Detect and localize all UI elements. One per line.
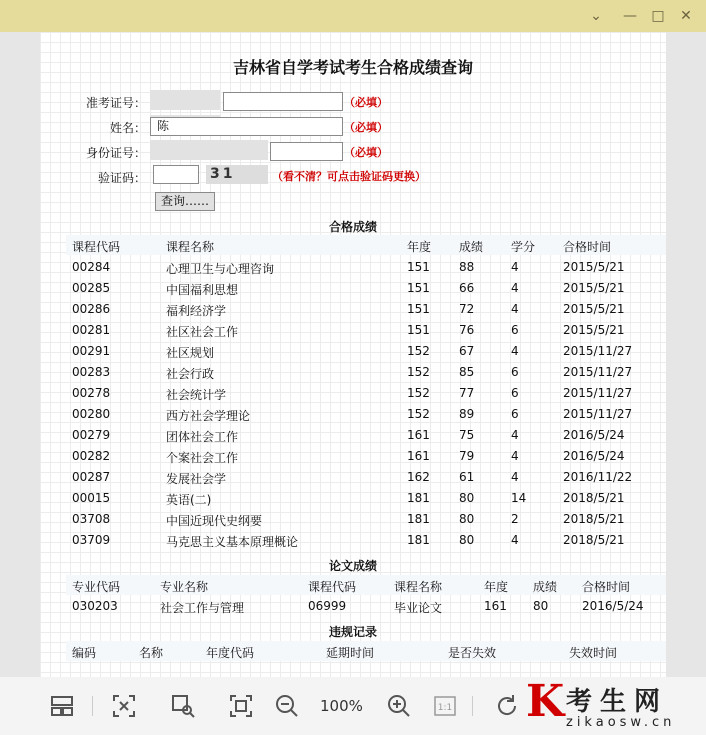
cell-pass-date: 2018/5/21 <box>563 491 625 505</box>
maximize-icon[interactable]: □ <box>651 8 665 24</box>
actual-size-icon[interactable] <box>432 693 458 719</box>
watermark-domain: zikaosw.cn <box>566 715 676 730</box>
cell-course-name: 社会统计学 <box>166 388 227 402</box>
watermark-name: 考生网 <box>566 687 669 717</box>
cell-year: 152 <box>407 407 430 421</box>
cell-year: 151 <box>407 323 430 337</box>
thumbnail-view-icon[interactable] <box>49 693 75 719</box>
cell-score: 80 <box>533 599 549 613</box>
cell-year: 161 <box>407 428 430 442</box>
header-code: 编码 <box>72 646 97 660</box>
cell-score: 66 <box>459 281 475 295</box>
header-year: 年度 <box>407 240 432 254</box>
required-note: （必填） <box>344 146 388 159</box>
query-button[interactable]: 查询…… <box>155 192 215 211</box>
cell-year: 151 <box>407 302 430 316</box>
zoom-level: 100% <box>320 697 363 715</box>
header-pass-date: 合格时间 <box>582 580 631 594</box>
cell-credits: 6 <box>511 407 519 421</box>
cell-score: 80 <box>459 512 475 526</box>
cell-course-name: 中国近现代史纲要 <box>166 514 263 528</box>
cell-year: 152 <box>407 365 430 379</box>
cell-pass-date: 2015/5/21 <box>563 323 625 337</box>
admission-label: 准考证号： <box>85 96 146 110</box>
header-credits: 学分 <box>511 240 536 254</box>
cell-year: 161 <box>484 599 507 613</box>
cell-credits: 4 <box>511 449 519 463</box>
toolbar-divider <box>472 696 473 716</box>
cell-pass-date: 2018/5/21 <box>563 533 625 547</box>
rotate-icon[interactable] <box>494 693 520 719</box>
cell-course-name: 心理卫生与心理咨询 <box>166 262 275 276</box>
cell-score: 85 <box>459 365 475 379</box>
thesis-table-header <box>66 575 666 595</box>
cell-credits: 14 <box>511 491 527 505</box>
cell-course-code: 03709 <box>72 533 111 547</box>
required-note: （必填） <box>344 96 388 109</box>
cell-year: 152 <box>407 344 430 358</box>
thesis-scores-title: 论文成绩 <box>328 559 377 573</box>
cell-course-code: 00287 <box>72 470 111 484</box>
header-name: 名称 <box>139 646 164 660</box>
cell-year: 181 <box>407 512 430 526</box>
cell-credits: 4 <box>511 344 519 358</box>
cell-course-code: 06999 <box>308 599 347 613</box>
cell-course-code: 00284 <box>72 260 111 274</box>
cell-score: 88 <box>459 260 475 274</box>
cell-year: 181 <box>407 533 430 547</box>
cell-course-code: 00281 <box>72 323 111 337</box>
captcha-image[interactable]: 31 <box>206 165 268 184</box>
id-number-input[interactable] <box>270 142 343 161</box>
cell-pass-date: 2016/5/24 <box>582 599 644 613</box>
window-titlebar <box>0 0 706 32</box>
cell-year: 161 <box>407 449 430 463</box>
cell-score: 61 <box>459 470 475 484</box>
cell-course-name: 福利经济学 <box>166 304 227 318</box>
cell-course-name: 中国福利思想 <box>166 283 239 297</box>
id-number-label: 身份证号： <box>85 146 146 160</box>
cell-pass-date: 2015/11/27 <box>563 344 633 358</box>
fit-screen-icon[interactable] <box>111 693 137 719</box>
cell-credits: 6 <box>511 323 519 337</box>
header-is-invalid: 是否失效 <box>448 646 497 660</box>
cell-course-code: 00015 <box>72 491 111 505</box>
cell-credits: 4 <box>511 281 519 295</box>
cell-course-code: 00285 <box>72 281 111 295</box>
cell-pass-date: 2015/5/21 <box>563 281 625 295</box>
admission-number-input[interactable] <box>223 92 343 111</box>
cell-pass-date: 2015/5/21 <box>563 302 625 316</box>
cell-credits: 4 <box>511 428 519 442</box>
cell-pass-date: 2016/11/22 <box>563 470 633 484</box>
cell-credits: 2 <box>511 512 519 526</box>
cell-pass-date: 2018/5/21 <box>563 512 625 526</box>
cell-course-name: 毕业论文 <box>394 601 443 615</box>
header-major-name: 专业名称 <box>160 580 209 594</box>
cell-credits: 4 <box>511 470 519 484</box>
cell-year: 162 <box>407 470 430 484</box>
cell-course-code: 00283 <box>72 365 111 379</box>
redacted-blur <box>150 90 220 110</box>
cell-credits: 6 <box>511 365 519 379</box>
header-score: 成绩 <box>533 580 558 594</box>
cell-course-name: 西方社会学理论 <box>166 409 251 423</box>
cell-course-name: 社会行政 <box>166 367 215 381</box>
header-major-code: 专业代码 <box>72 580 121 594</box>
cell-year: 151 <box>407 281 430 295</box>
header-pass-date: 合格时间 <box>563 240 612 254</box>
image-search-icon[interactable] <box>170 693 196 719</box>
fullscreen-icon[interactable] <box>228 693 254 719</box>
cell-course-code: 00278 <box>72 386 111 400</box>
cell-course-name: 发展社会学 <box>166 472 227 486</box>
captcha-input[interactable] <box>153 165 199 184</box>
header-course-code: 课程代码 <box>72 240 121 254</box>
redacted-blur <box>150 140 268 160</box>
cell-course-name: 社区社会工作 <box>166 325 239 339</box>
cell-course-name: 个案社会工作 <box>166 451 239 465</box>
cell-score: 76 <box>459 323 475 337</box>
zoom-out-icon[interactable] <box>274 693 300 719</box>
actual-size-label: 1:1 <box>437 703 453 713</box>
cell-pass-date: 2016/5/24 <box>563 449 625 463</box>
cell-credits: 6 <box>511 386 519 400</box>
cell-course-code: 00282 <box>72 449 111 463</box>
cell-course-name: 马克思主义基本原理概论 <box>166 535 299 549</box>
cell-pass-date: 2015/11/27 <box>563 386 633 400</box>
close-icon[interactable]: ✕ <box>680 8 692 24</box>
pass-scores-title: 合格成绩 <box>328 220 377 234</box>
cell-course-name: 团体社会工作 <box>166 430 239 444</box>
watermark-logo-k: K <box>526 676 565 727</box>
required-note: （必填） <box>344 121 388 134</box>
cell-pass-date: 2015/11/27 <box>563 407 633 421</box>
image-viewer-canvas <box>0 32 706 677</box>
header-score: 成绩 <box>459 240 484 254</box>
cell-pass-date: 2015/11/27 <box>563 365 633 379</box>
cell-year: 152 <box>407 386 430 400</box>
cell-course-name: 英语(二) <box>166 493 212 507</box>
cell-credits: 4 <box>511 533 519 547</box>
cell-score: 89 <box>459 407 475 421</box>
cell-year: 151 <box>407 260 430 274</box>
cell-score: 72 <box>459 302 475 316</box>
cell-credits: 4 <box>511 260 519 274</box>
header-year: 年度 <box>484 580 509 594</box>
chevron-down-icon[interactable]: ⌄ <box>590 8 602 24</box>
cell-credits: 4 <box>511 302 519 316</box>
cell-pass-date: 2015/5/21 <box>563 260 625 274</box>
cell-major-code: 030203 <box>72 599 118 613</box>
cell-score: 80 <box>459 491 475 505</box>
header-delay-time: 延期时间 <box>326 646 375 660</box>
page-title: 吉林省自学考试考生合格成绩查询 <box>232 58 473 77</box>
violation-records-title: 违规记录 <box>328 625 377 639</box>
cell-score: 79 <box>459 449 475 463</box>
cell-score: 75 <box>459 428 475 442</box>
captcha-hint[interactable]: （看不清？可点击验证码更换） <box>272 170 426 183</box>
header-year-code: 年度代码 <box>206 646 255 660</box>
cell-course-code: 03708 <box>72 512 111 526</box>
header-invalid-time: 失效时间 <box>569 646 618 660</box>
minimize-icon[interactable]: — <box>623 8 637 24</box>
cell-score: 80 <box>459 533 475 547</box>
cell-course-code: 00280 <box>72 407 111 421</box>
name-input[interactable]: 陈 <box>150 117 343 136</box>
toolbar-divider <box>92 696 93 716</box>
cell-year: 181 <box>407 491 430 505</box>
header-course-code: 课程代码 <box>308 580 357 594</box>
header-course-name: 课程名称 <box>166 240 215 254</box>
cell-course-code: 00291 <box>72 344 111 358</box>
cell-pass-date: 2016/5/24 <box>563 428 625 442</box>
header-course-name: 课程名称 <box>394 580 443 594</box>
zoom-in-icon[interactable] <box>386 693 412 719</box>
name-label: 姓名： <box>109 121 146 135</box>
viewer-toolbar <box>0 677 706 735</box>
score-document <box>40 32 666 677</box>
cell-major-name: 社会工作与管理 <box>160 601 245 615</box>
cell-course-name: 社区规划 <box>166 346 215 360</box>
captcha-label: 验证码： <box>97 171 146 185</box>
cell-score: 67 <box>459 344 475 358</box>
cell-course-code: 00279 <box>72 428 111 442</box>
cell-score: 77 <box>459 386 475 400</box>
cell-course-code: 00286 <box>72 302 111 316</box>
